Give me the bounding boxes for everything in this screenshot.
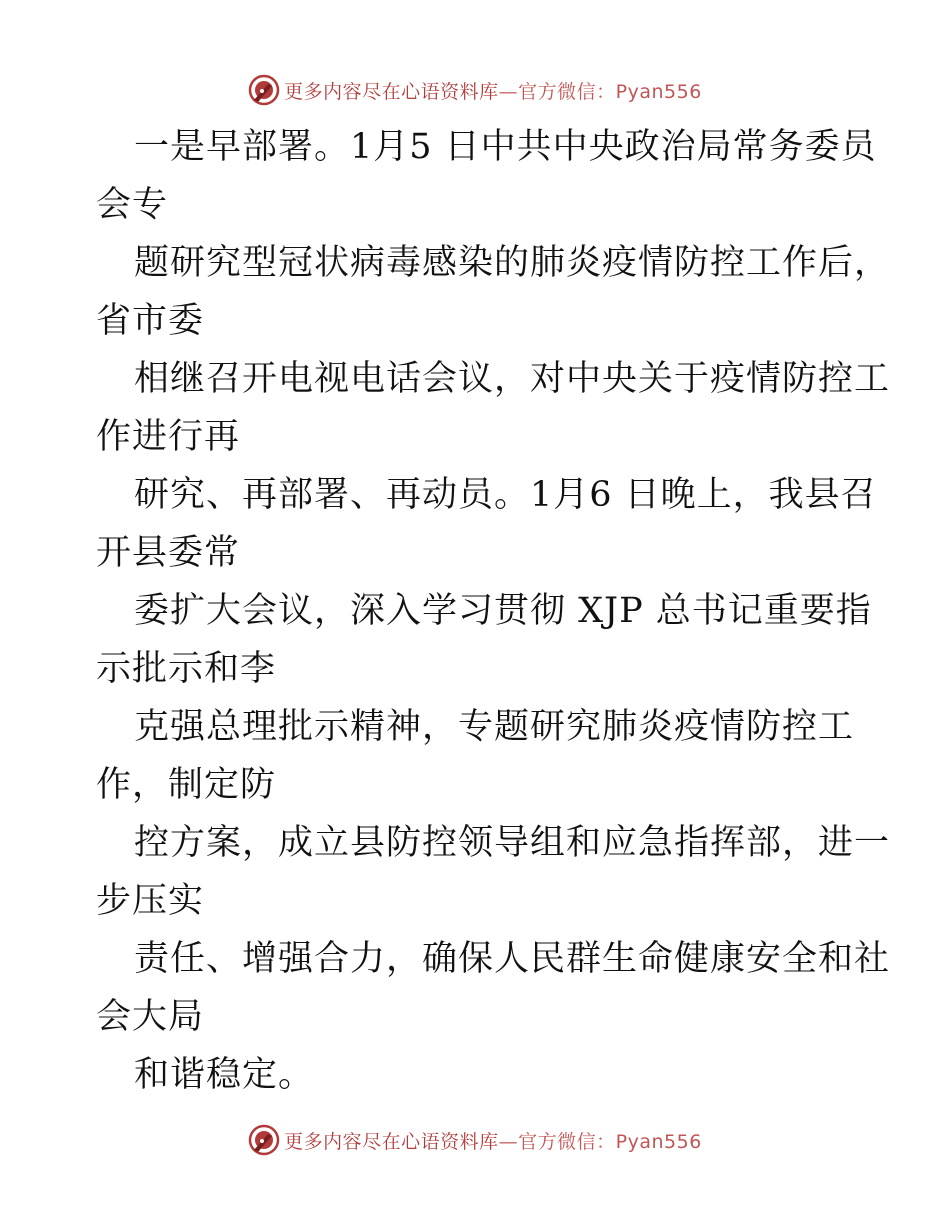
body-text-line: 会专	[96, 185, 169, 225]
body-text-line: 题研究型冠状病毒感染的肺炎疫情防控工作后，	[134, 243, 891, 283]
body-text-line: 作，制定防	[96, 765, 277, 805]
header-wechat-text: 官方微信：Pyan556	[518, 80, 702, 103]
footer-dash: —	[498, 1130, 519, 1153]
body-text-line: 责任、增强合力，确保人民群生命健康安全和社	[134, 939, 891, 979]
body-text-line: 克强总理批示精神，专题研究肺炎疫情防控工	[134, 707, 855, 747]
body-text-line: 委扩大会议，深入学习贯彻 XJP 总书记重要指	[134, 591, 872, 631]
footer-wechat-text: 官方微信：Pyan556	[518, 1130, 702, 1153]
header-brand-text: 更多内容尽在心语资料库	[284, 80, 499, 103]
body-text-line: 省市委	[96, 301, 205, 341]
body-text-line: 示批示和李	[96, 649, 277, 689]
footer-banner	[0, 1122, 950, 1158]
header-banner-inner	[248, 74, 702, 106]
pen-nib-logo-icon	[248, 1124, 280, 1156]
body-text-line: 控方案，成立县防控领导组和应急指挥部，进一	[134, 823, 891, 863]
pen-nib-logo-icon	[248, 74, 280, 106]
footer-banner-text	[284, 1127, 702, 1154]
body-text-line: 研究、再部署、再动员。1月6 日晚上，我县召	[134, 475, 877, 515]
header-dash: —	[498, 80, 519, 103]
document-body	[96, 118, 891, 1104]
body-text-line: 会大局	[96, 997, 205, 1037]
body-text-line: 一是早部署。1月5 日中共中央政治局常务委员	[134, 127, 877, 167]
body-text-line: 作进行再	[96, 417, 241, 457]
header-banner	[0, 72, 950, 108]
body-text-line: 步压实	[96, 881, 205, 921]
body-text-line: 相继召开电视电话会议，对中央关于疫情防控工	[134, 359, 891, 399]
body-text-line: 开县委常	[96, 533, 241, 573]
header-banner-text	[284, 77, 702, 104]
footer-banner-inner	[248, 1124, 702, 1156]
footer-brand-text: 更多内容尽在心语资料库	[284, 1130, 499, 1153]
body-text-line: 和谐稳定。	[134, 1055, 315, 1095]
